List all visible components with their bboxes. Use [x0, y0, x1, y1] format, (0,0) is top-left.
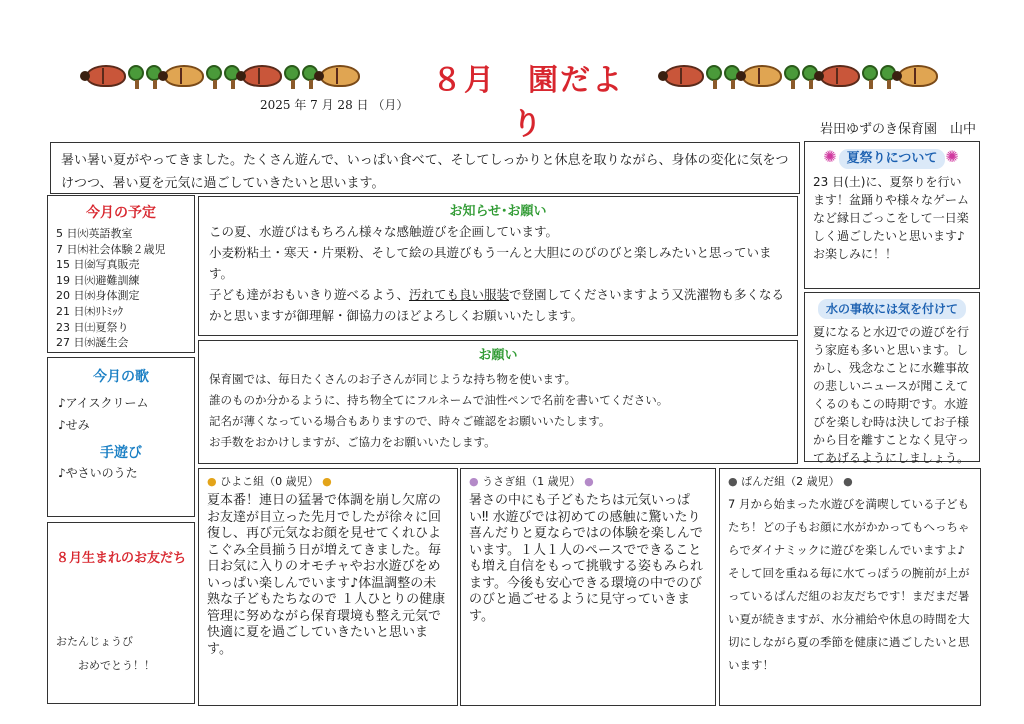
water-header	[813, 299, 971, 323]
class-header-label: ぱんだ組（2 歳児）	[741, 475, 840, 488]
panda-icon: ●	[843, 475, 853, 488]
birthday-line1: おたんじょうび	[56, 635, 133, 648]
class-box-usagi	[460, 468, 716, 706]
festival-box	[804, 141, 980, 289]
finger-play-title: 手遊び	[100, 445, 142, 461]
notice-text: で登園してくださいますよう又洗濯物も多くなるかと思いますが御理解・御協力のほどよろしくお願いいたします。	[209, 287, 785, 323]
header-decoration-right	[664, 58, 938, 94]
finger-play-item: ♪やさいのうた	[58, 466, 138, 480]
notice-box	[198, 196, 798, 336]
schedule-item: 19 日㈫避難訓練	[56, 273, 140, 287]
schedule-box	[47, 195, 195, 353]
firework-icon: ✺	[945, 147, 959, 166]
beetle-icon	[820, 65, 860, 87]
class-header	[728, 473, 972, 489]
notice-text: 子ども達がおもいきり遊べるよう、	[209, 287, 410, 302]
intro-box	[50, 142, 800, 194]
schedule-title: 今月の予定	[86, 205, 156, 221]
song-item: ♪アイスクリーム	[58, 396, 149, 410]
class-header-label: うさぎ組（1 歳児）	[482, 475, 581, 488]
schedule-list	[56, 226, 186, 351]
notice-title: お知らせ･お願い	[449, 204, 547, 219]
festival-text: 23 日(土)に、夏祭りを行います！盆踊りや様々なゲームなど縁日ごっこをして一日楽しく過ごしたいと思います♪お楽しみに！！	[813, 175, 970, 261]
notice-paragraph	[209, 284, 787, 326]
notice-paragraph: この夏、水遊びはもちろん様々な感触遊びを企画しています。	[209, 224, 559, 239]
beetle-icon	[164, 65, 204, 87]
water-title: 水の事故には気を付けて	[818, 299, 966, 319]
request-line: お手数をおかけしますが、ご協力をお願いいたします。	[209, 435, 496, 449]
chick-icon: ●	[207, 475, 217, 488]
class-text: 暑さの中にも子どもたちは元気いっぱい‼ 水遊びでは初めての感触に驚いたり喜んだりと夏ならではの体験を楽しんでいます。１人１人のペースでできることも増え自信をもって挑戦する姿もみられます。今後も安心できる環境の中でのびのびと過ごせるように見守っていきます。	[469, 493, 704, 624]
beetle-icon	[742, 65, 782, 87]
festival-title: 夏祭りについて	[839, 149, 946, 169]
request-title: お願い	[478, 348, 518, 363]
water-safety-box	[804, 292, 980, 465]
class-text: 夏本番！連日の猛暑で体調を崩し欠席のお友達が目立った先月でしたが徐々に回復し、再び元気なお顔を見せてくれひよこぐみ全員揃う日が増えてきました。毎日お気に入りのオモチャやお水遊びをめいっぱい楽しんでいます♪体温調整の未熟な子どもたちなので １人ひとりの健康管理に努めながら保育環境も整え元気で快適に夏を過ごしていきたいと思います。	[207, 493, 446, 657]
beetle-icon	[86, 65, 126, 87]
birthday-box	[47, 522, 195, 704]
beetle-icon	[898, 65, 938, 87]
notice-underline: 汚れても良い服装	[409, 287, 510, 302]
intro-text: 暑い暑い夏がやってきました。たくさん遊んで、いっぱい食べて、そしてしっかりと休息を取りながら、身体の変化に気をつけつつ、暑い夏を元気に過ごしていきたいと思います。	[61, 153, 789, 191]
songs-box	[47, 357, 195, 517]
schedule-item: 15 日㈮写真販売	[56, 258, 140, 272]
class-text: 7 月から始まった水遊びを満喫している子どもたち！どの子もお顔に水がかかってもへっちゃらでダイナミックに遊びを楽しんでいますよ♪そして回を重ねる毎に水てっぽうの腕前が上がっているぱんだ組のお友だちです！まだまだ暑い夏が続きますが、水分補給や休息の時間を大切にしながら夏の季節を健康に過ごしたいと思います！	[728, 497, 970, 672]
schedule-item: 21 日㈭ﾘﾄﾐｯｸ	[56, 304, 123, 318]
page-title: ８月 園だより	[432, 63, 624, 142]
issue-date: 2025 年 7 月 28 日 （月）	[260, 98, 409, 112]
birthday-line2: おめでとう！！	[78, 659, 155, 672]
class-header	[469, 473, 707, 489]
festival-header	[813, 148, 971, 173]
notice-paragraph: 小麦粉粘土・寒天・片栗粉、そして絵の具遊びもう一んと大胆にのびのびと楽しみたいと思っています。	[209, 245, 772, 281]
class-box-panda	[719, 468, 981, 706]
header-decoration-left	[86, 58, 360, 94]
beetle-icon	[320, 65, 360, 87]
schedule-item: 27 日㈬誕生会	[56, 336, 129, 350]
request-box	[198, 340, 798, 464]
school-name: 岩田ゆずのき保育園 山中	[820, 122, 977, 137]
tree-icon	[206, 65, 222, 81]
schedule-item: 23 日㈯夏祭り	[56, 320, 129, 334]
tree-icon	[128, 65, 144, 81]
song-item: ♪せみ	[58, 418, 90, 432]
rabbit-icon: ●	[469, 475, 479, 488]
class-header-label: ひよこ組（0 歳児）	[220, 475, 319, 488]
rabbit-icon: ●	[584, 475, 594, 488]
panda-icon: ●	[728, 475, 738, 488]
tree-icon	[784, 65, 800, 81]
schedule-item: 5 日㈫英語教室	[56, 227, 133, 240]
tree-icon	[862, 65, 878, 81]
chick-icon: ●	[322, 475, 332, 488]
songs-title: 今月の歌	[93, 369, 149, 385]
birthday-title: ８月生まれのお友だち	[56, 551, 187, 566]
beetle-icon	[242, 65, 282, 87]
request-line: 保育園では、毎日たくさんのお子さんが同じような持ち物を使います。	[209, 372, 577, 386]
water-text: 夏になると水辺での遊びを行う家庭も多いと思います。しかし、残念なことに水難事故の悲しいニュースが聞こえてくるのもこの時期です。水遊びを楽しむ時は決してお子様から目を離すことなく見守ってあげるようにしましょう。	[813, 325, 970, 465]
tree-icon	[706, 65, 722, 81]
schedule-item: 20 日㈬身体測定	[56, 289, 140, 303]
schedule-item: 7 日㈭社会体験２歳児	[56, 242, 166, 256]
tree-icon	[284, 65, 300, 81]
class-box-hiyoko	[198, 468, 458, 706]
class-header	[207, 473, 449, 489]
beetle-icon	[664, 65, 704, 87]
request-line: 記名が薄くなっている場合もありますので、時々ご確認をお願いいたします。	[209, 414, 611, 428]
firework-icon: ✺	[823, 147, 837, 166]
request-line: 誰のものか分かるように、持ち物全てにフルネームで油性ペンで名前を書いてください。	[209, 393, 669, 407]
birthday-message	[56, 630, 186, 678]
